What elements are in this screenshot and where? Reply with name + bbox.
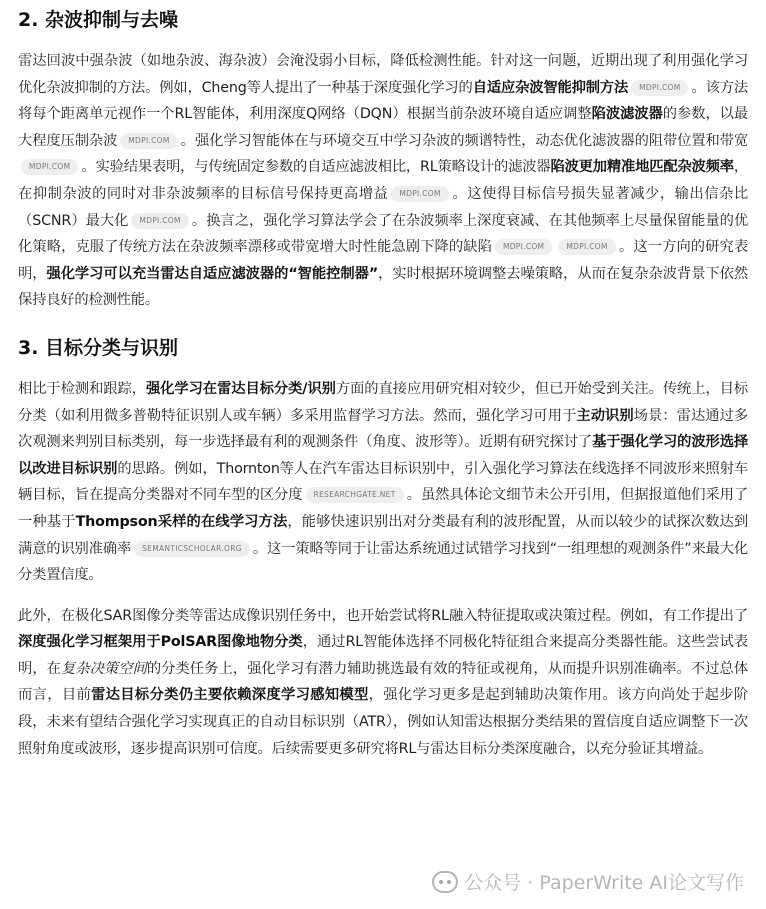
paragraph-target-classification [18,376,748,589]
bold-text: 陷波更加精准地匹配杂波频率 [550,159,734,176]
section-heading-clutter: 2. 杂波抑制与去噪 [18,9,179,31]
text-run: 的思路。例如，Thornton等人在汽车雷达目标识别中，引入强化学习算法在线选择不同波形来照射车辆目标，旨在提高分类器对不同车型的区分度 [18,460,748,504]
bold-text: 主动识别 [576,407,634,424]
bold-text: 陷波滤波器 [591,106,663,123]
text-run: ，通过RL智能体选择不同极化特征组合来提高分类器性能。这些尝试表明，在 [18,634,749,677]
text-run: 雷达回波中强杂波（如地杂波、海杂波）会淹没弱小目标，降低检测性能。针对这一问题，近期出现了利用强化学习优化杂波抑制的方法。例如，Cheng等人提出了一种基于深度强化学习的 [18,53,748,96]
paragraph-polsar [18,603,748,763]
bold-text: 强化学习可以充当雷达自适应滤波器的“智能控制器” [46,265,379,282]
citation-badge[interactable]: MDPI.COM [631,80,688,96]
bold-text: 深度强化学习框架用于PolSAR图像地物分类 [18,634,303,651]
text-run: ，能够快速识别出对分类最有利的波形配置，从而以较少的试探次数达到满意的识别准确率 [18,513,748,557]
text-run: 此外，在极化SAR图像分类等雷达成像识别任务中，也开始尝试将RL融入特征提取或决策过程。例如，有工作提出了 [18,607,748,624]
citation-badge[interactable]: MDPI.COM [131,213,188,229]
bold-text: 自适应杂波智能抑制方法 [472,79,629,96]
bold-text: 基于强化学习的波形选择以改进目标识别 [18,434,748,477]
text-run: 的分类任务上，强化学习有潜力辅助挑选最有效的特征或视角，从而提升识别准确率。不过总体而言，目前 [18,660,748,704]
bold-text: 强化学习在雷达目标分类/识别 [145,380,336,397]
watermark-text: 公众号 · PaperWrite AI论文写作 [464,872,744,894]
watermark [432,868,744,895]
text-run: 方面的直接应用研究相对较少，但已开始受到关注。传统上，目标分类（如利用微多普勒特征识别人或车辆）多采用监督学习方法。然而，强化学习可用于 [18,380,748,424]
text-run: 。实验结果表明，与传统固定参数的自适应滤波相比，RL策略设计的滤波器 [81,159,551,176]
citation-badge[interactable]: MDPI.COM [391,186,448,202]
paragraph-clutter-suppression [18,48,748,314]
bold-text: 雷达目标分类仍主要依赖深度学习感知模型 [91,687,369,704]
wechat-icon [432,871,458,893]
citation-badge[interactable]: MDPI.COM [558,239,615,255]
text-run: ，强化学习更多是起到辅助决策作用。该方向尚处于起步阶段，未来有望结合强化学习实现真正的自动目标识别（ATR），例如认知雷达根据分类结果的置信度自适应调整下一次照射角度或波形，逐步提高识别可信度。后续需要更多研究将RL与雷达目标分类深度融合，以充分验证其增益。 [18,687,748,757]
text-run: 的参数，以最大程度压制杂波 [18,106,748,149]
text-run: 。换言之，强化学习算法学会了在杂波频率上深度衰减、在其他频率上尽量保留能量的优化策略，克服了传统方法在杂波频率漂移或带宽增大时性能急剧下降的缺陷 [18,212,748,256]
citation-badge[interactable]: SEMANTICSCHOLAR.ORG [134,541,250,557]
citation-badge[interactable]: RESEARCHGATE.NET [306,487,404,503]
text-run: 。这一策略等同于让雷达系统通过试错学习找到“一组理想的观测条件”来最大化分类置信度。 [18,540,748,584]
italic-text: 复杂决策空间 [60,660,147,677]
citation-badge[interactable]: MDPI.COM [120,133,177,149]
citation-badge[interactable]: MDPI.COM [495,239,552,255]
text-run: 相比于检测和跟踪， [18,380,146,397]
section-heading-classification: 3. 目标分类与识别 [18,336,179,359]
citation-badge[interactable]: MDPI.COM [21,159,78,175]
text-run: 。虽然具体论文细节未公开引用，但据报道他们采用了一种基于 [18,487,748,530]
text-run: 。这使得目标信号损失显著减少，输出信杂比（SCNR）最大化 [18,185,749,229]
bold-text: Thompson采样的在线学习方法 [75,513,288,530]
text-run: ，在抑制杂波的同时对非杂波频率的目标信号保持更高增益 [18,159,748,202]
text-run: 场景：雷达通过多次观测来判别目标类别，每一步选择最有利的观测条件（角度、波形等）。近期有研究探讨了 [18,407,748,451]
text-run: 。这一方向的研究表明， [18,239,748,282]
text-run: 。该方法将每个距离单元视作一个RL智能体，利用深度Q网络（DQN）根据当前杂波环境自适应调整 [18,79,748,123]
text-run: ，实时根据环境调整去噪策略，从而在复杂杂波背景下依然保持良好的检测性能。 [18,265,748,309]
text-run: 。强化学习智能体在与环境交互中学习杂波的频谱特性，动态优化滤波器的阻带位置和带宽 [180,132,748,149]
